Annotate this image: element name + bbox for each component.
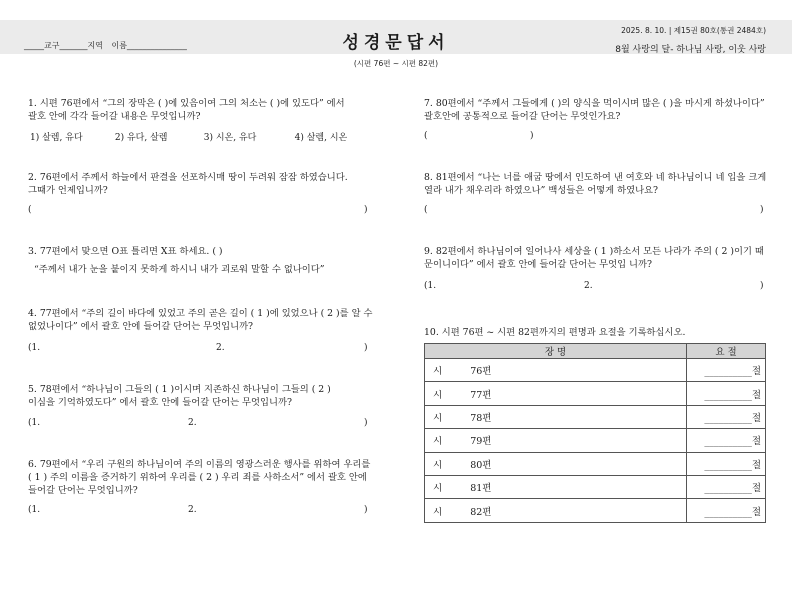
- question-8: [424, 171, 766, 197]
- chapter-table: [424, 343, 766, 523]
- table-row: [425, 382, 766, 405]
- verse-cell[interactable]: [687, 382, 766, 405]
- book-name: 시: [433, 389, 443, 401]
- answer-5-close: ): [364, 418, 368, 428]
- verse-suffix: 절: [751, 412, 761, 424]
- question-2-line2: 그때가 언제입니까?: [28, 185, 108, 196]
- answer-4-2[interactable]: 2.: [216, 343, 225, 353]
- question-4-line2: 없었나이다” 에서 괄호 안에 들어갈 단어는 무엇입니까?: [28, 321, 254, 332]
- book-name: 시: [433, 506, 443, 518]
- verse-suffix: 절: [751, 483, 761, 495]
- region-field[interactable]: _____교구_______지역: [24, 41, 103, 50]
- page-subtitle: (시편 76편 ~ 시편 82편): [353, 59, 439, 68]
- table-row: [425, 452, 766, 475]
- option-3[interactable]: 3) 시온, 유다: [203, 133, 257, 143]
- answer-9-close: ): [760, 281, 764, 291]
- question-7-line2: 괄호안에 공통적으로 들어갈 단어는 무엇인가요?: [424, 111, 621, 122]
- question-5-line1: 5. 78편에서 “하나님이 그들의 ( 1 )이시며 지존하신 하나님이 그들의 ( 2 ): [28, 384, 331, 395]
- verse-cell[interactable]: [687, 405, 766, 428]
- verse-blank[interactable]: __________: [704, 366, 752, 378]
- chapter-cell: [425, 499, 687, 522]
- answer-8-open[interactable]: (: [424, 205, 428, 215]
- question-4: [28, 307, 373, 333]
- question-1: [28, 97, 345, 123]
- verse-cell[interactable]: [687, 429, 766, 452]
- answer-2-open[interactable]: (: [28, 205, 32, 215]
- chapter-number: 79편: [470, 436, 492, 448]
- question-10: [424, 326, 685, 339]
- table-row: [425, 359, 766, 382]
- verse-cell[interactable]: [687, 359, 766, 382]
- question-8-line2: 열라 내가 채우리라 하였으나” 백성들은 어떻게 하였나요?: [424, 185, 659, 196]
- answer-6-2[interactable]: 2.: [188, 505, 197, 515]
- name-field[interactable]: 이름_______________: [111, 41, 187, 50]
- option-1[interactable]: 1) 살렘, 유다: [30, 133, 83, 143]
- question-2-line1: 2. 76편에서 주께서 하늘에서 판결을 선포하시매 땅이 두려워 잠잠 하였습니다.: [28, 172, 348, 183]
- chapter-cell: [425, 452, 687, 475]
- verse-suffix: 절: [751, 506, 761, 518]
- chapter-number: 77편: [470, 389, 492, 401]
- question-2: [28, 171, 348, 197]
- answer-9-1[interactable]: (1.: [424, 281, 437, 291]
- question-9-line2: 문이니이다” 에서 괄호 안에 들어갈 단어는 무엇입 니까?: [424, 259, 653, 270]
- question-3-line1: 3. 77편에서 맞으면 O표 틀리면 X표 하세요. ( ): [28, 246, 223, 257]
- option-4[interactable]: 4) 살렘, 시온: [294, 133, 348, 143]
- book-name: 시: [433, 366, 443, 378]
- question-1-line1: 1. 시편 76편에서 “그의 장막은 ( )에 있음이여 그의 처소는 ( )에 있도다” 에서: [28, 98, 345, 109]
- table-row: [425, 499, 766, 522]
- chapter-cell: [425, 405, 687, 428]
- issue-meta: 2025. 8. 10. | 제15권 80호(통권 2484호): [621, 26, 766, 35]
- verse-blank[interactable]: __________: [704, 506, 752, 518]
- question-5-line2: 이심을 기억하였도다” 에서 괄호 안에 들어갈 단어는 무엇입니까?: [28, 397, 292, 408]
- question-6-line3: 들어갈 단어는 무엇입니까?: [28, 485, 138, 496]
- book-name: 시: [433, 436, 443, 448]
- question-7: [424, 97, 765, 123]
- header-chapter: 장 명: [425, 344, 687, 359]
- question-6-line2: ( 1 ) 주의 이름을 증거하기 위하여 우리를 ( 2 ) 우리 죄를 사하소서” 에서 괄호 안에: [28, 472, 367, 483]
- question-9: [424, 245, 764, 271]
- question-10-line1: 10. 시편 76편 ~ 시편 82편까지의 편명과 요절을 기록하십시오.: [424, 327, 686, 338]
- verse-cell[interactable]: [687, 475, 766, 498]
- monthly-theme: 8월 사랑의 달- 하나님 사랑, 이웃 사랑: [615, 45, 766, 55]
- chapter-number: 76편: [470, 366, 492, 378]
- chapter-number: 80편: [470, 459, 492, 471]
- question-1-options: [30, 130, 370, 143]
- chapter-number: 81편: [470, 483, 492, 495]
- chapter-cell: [425, 429, 687, 452]
- answer-5-1[interactable]: (1.: [28, 418, 41, 428]
- question-3: [28, 245, 325, 276]
- question-7-line1: 7. 80편에서 “주께서 그들에게 ( )의 양식을 먹이시며 많은 ( )을 마시게 하셨나이다”: [424, 98, 765, 109]
- book-name: 시: [433, 459, 443, 471]
- page-title: 성경문답서: [342, 33, 450, 53]
- verse-blank[interactable]: __________: [704, 412, 752, 424]
- chapter-number: 78편: [470, 412, 492, 424]
- answer-6-1[interactable]: (1.: [28, 505, 41, 515]
- verse-cell[interactable]: [687, 452, 766, 475]
- chapter-cell: [425, 475, 687, 498]
- header-verse: 요 절: [687, 344, 766, 359]
- answer-9-2[interactable]: 2.: [584, 281, 593, 291]
- verse-suffix: 절: [751, 459, 761, 471]
- option-2[interactable]: 2) 유다, 살렘: [114, 133, 168, 143]
- answer-4-close: ): [364, 343, 368, 353]
- answer-6-close: ): [364, 505, 368, 515]
- table-row: [425, 405, 766, 428]
- question-9-line1: 9. 82편에서 하나님이여 일어나사 세상을 ( 1 )하소서 모든 나라가 주의 ( 2 )이기 때: [424, 246, 764, 257]
- answer-4-1[interactable]: (1.: [28, 343, 41, 353]
- answer-5-2[interactable]: 2.: [188, 418, 197, 428]
- verse-suffix: 절: [751, 436, 761, 448]
- verse-blank[interactable]: __________: [704, 436, 752, 448]
- verse-suffix: 절: [751, 389, 761, 401]
- table-row: [425, 475, 766, 498]
- question-5: [28, 383, 331, 409]
- question-6: [28, 458, 370, 497]
- answer-8-close: ): [760, 205, 764, 215]
- chapter-number: 82편: [470, 506, 492, 518]
- question-4-line1: 4. 77편에서 “주의 길이 바다에 있었고 주의 곧은 길이 ( 1 )에 있었으나 ( 2 )를 알 수: [28, 308, 373, 319]
- verse-cell[interactable]: [687, 499, 766, 522]
- verse-suffix: 절: [751, 366, 761, 378]
- question-1-line2: 괄호 안에 각각 들어갈 내용은 무엇입니까?: [28, 111, 201, 122]
- chapter-cell: [425, 359, 687, 382]
- table-header-row: [425, 344, 766, 359]
- question-8-line1: 8. 81편에서 “나는 너를 애굽 땅에서 인도하여 낸 여호와 네 하나님이니 네 입을 크게: [424, 172, 767, 183]
- question-6-line1: 6. 79편에서 “우리 구원의 하나님이여 주의 이름의 영광스러운 행사를 위하여 우리를: [28, 459, 371, 470]
- verse-blank[interactable]: __________: [704, 459, 752, 471]
- book-name: 시: [433, 412, 443, 424]
- answer-2-close: ): [364, 205, 368, 215]
- table-row: [425, 429, 766, 452]
- book-name: 시: [433, 483, 443, 495]
- verse-blank[interactable]: __________: [704, 389, 752, 401]
- answer-7-open[interactable]: (: [424, 131, 428, 141]
- question-3-statement: “주께서 내가 눈을 붙이지 못하게 하시니 내가 괴로워 말할 수 없나이다”: [34, 264, 325, 275]
- verse-blank[interactable]: __________: [704, 483, 752, 495]
- answer-7-close: ): [530, 131, 534, 141]
- chapter-cell: [425, 382, 687, 405]
